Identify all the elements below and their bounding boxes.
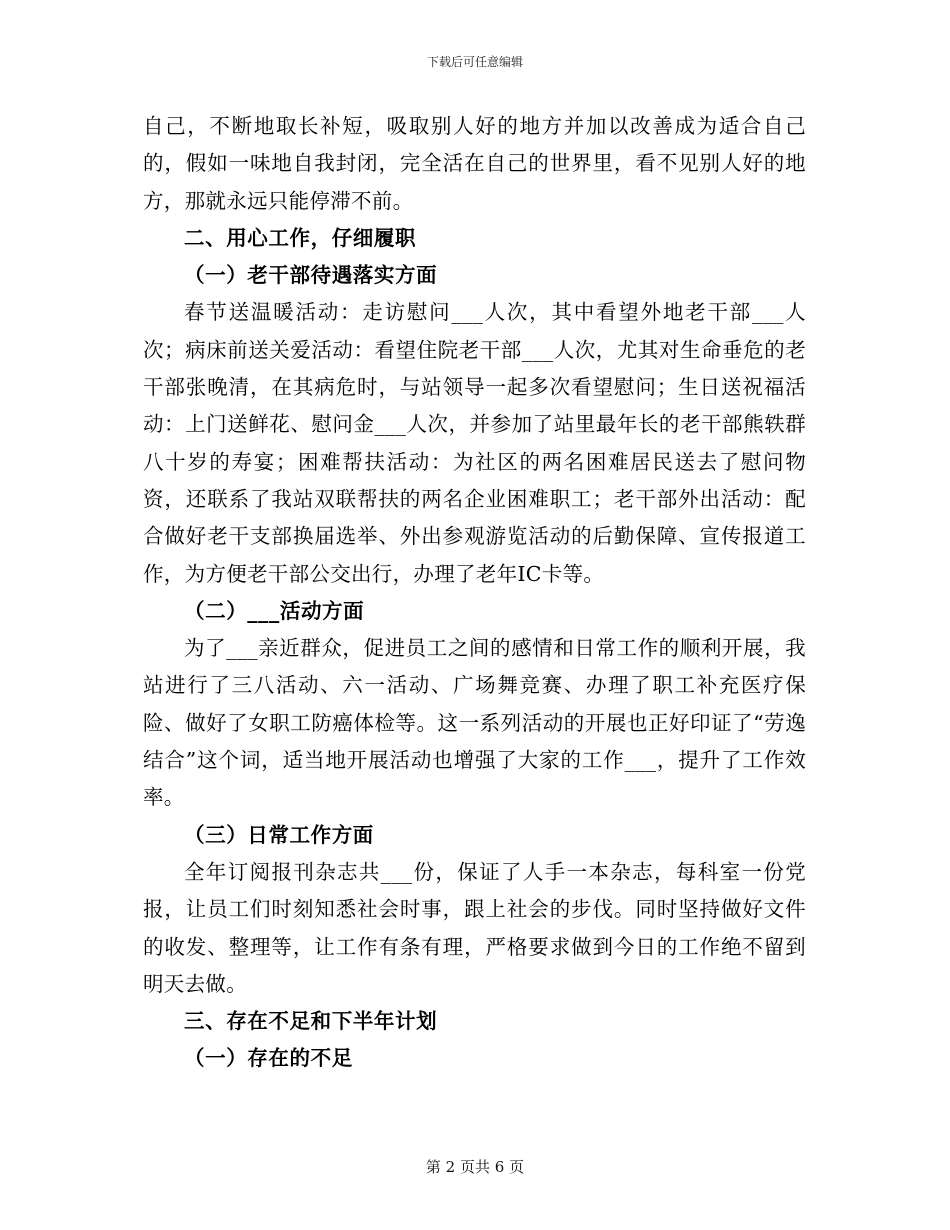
paragraph-veteran-cadres: 春节送温暖活动：走访慰问___人次，其中看望外地老干部___人次；病床前送关爱活动：看望住院老干部___人次，尤其对生命垂危的老干部张晚清，在其病危时，与站领导一起多次看望慰问；生日送祝福活动：上门送鲜花、慰问金___人次，并参加了站里最年长的老干部熊轶群八十岁的寿宴；困难帮扶活动：为社区的两名困难居民送去了慰问物资，还联系了我站双联帮扶的两名企业困难职工；老干部外出活动：配合做好老干支部换届选举、外出参观游览活动的后勤保障、宣传报道工作，为方便老干部公交出行，办理了老年IC卡等。 xyxy=(143,300,806,586)
section-heading-3: 三、存在不足和下半年计划 xyxy=(184,1009,438,1034)
subsection-heading-3: （三）日常工作方面 xyxy=(184,822,374,847)
paragraph-activities: 为了___亲近群众，促进员工之间的感情和日常工作的顺利开展，我站进行了三八活动、六一活动、广场舞竞赛、办理了职工补充医疗保险、做好了女职工防癌体检等。这一系列活动的开展也正好印证了“劳逸结合”这个词，适当地开展活动也增强了大家的工作___，提升了工作效率。 xyxy=(143,636,806,810)
paragraph-continued: 自己，不断地取长补短，吸取别人好的地方并加以改善成为适合自己的，假如一味地自我封闭，完全活在自己的世界里，看不见别人好的地方，那就永远只能停滞不前。 xyxy=(143,114,806,213)
document-body xyxy=(143,108,806,1078)
page-footer: 第 2 页共 6 页 xyxy=(425,1158,525,1176)
page-header: 下载后可任意编辑 xyxy=(426,55,523,69)
subsection-heading-1: （一）老干部待遇落实方面 xyxy=(184,263,438,288)
paragraph-daily-work: 全年订阅报刊杂志共___份，保证了人手一本杂志，每科室一份党报，让员工们时刻知悉社会时事，跟上社会的步伐。同时坚持做好文件的收发、整理等，让工作有条有理，严格要求做到今日的工作绝不留到明天去做。 xyxy=(143,859,806,996)
subsection-heading-4: （一）存在的不足 xyxy=(184,1046,353,1071)
subsection-heading-2: （二）___活动方面 xyxy=(184,598,365,623)
section-heading-2: 二、用心工作，仔细履职 xyxy=(184,225,417,250)
